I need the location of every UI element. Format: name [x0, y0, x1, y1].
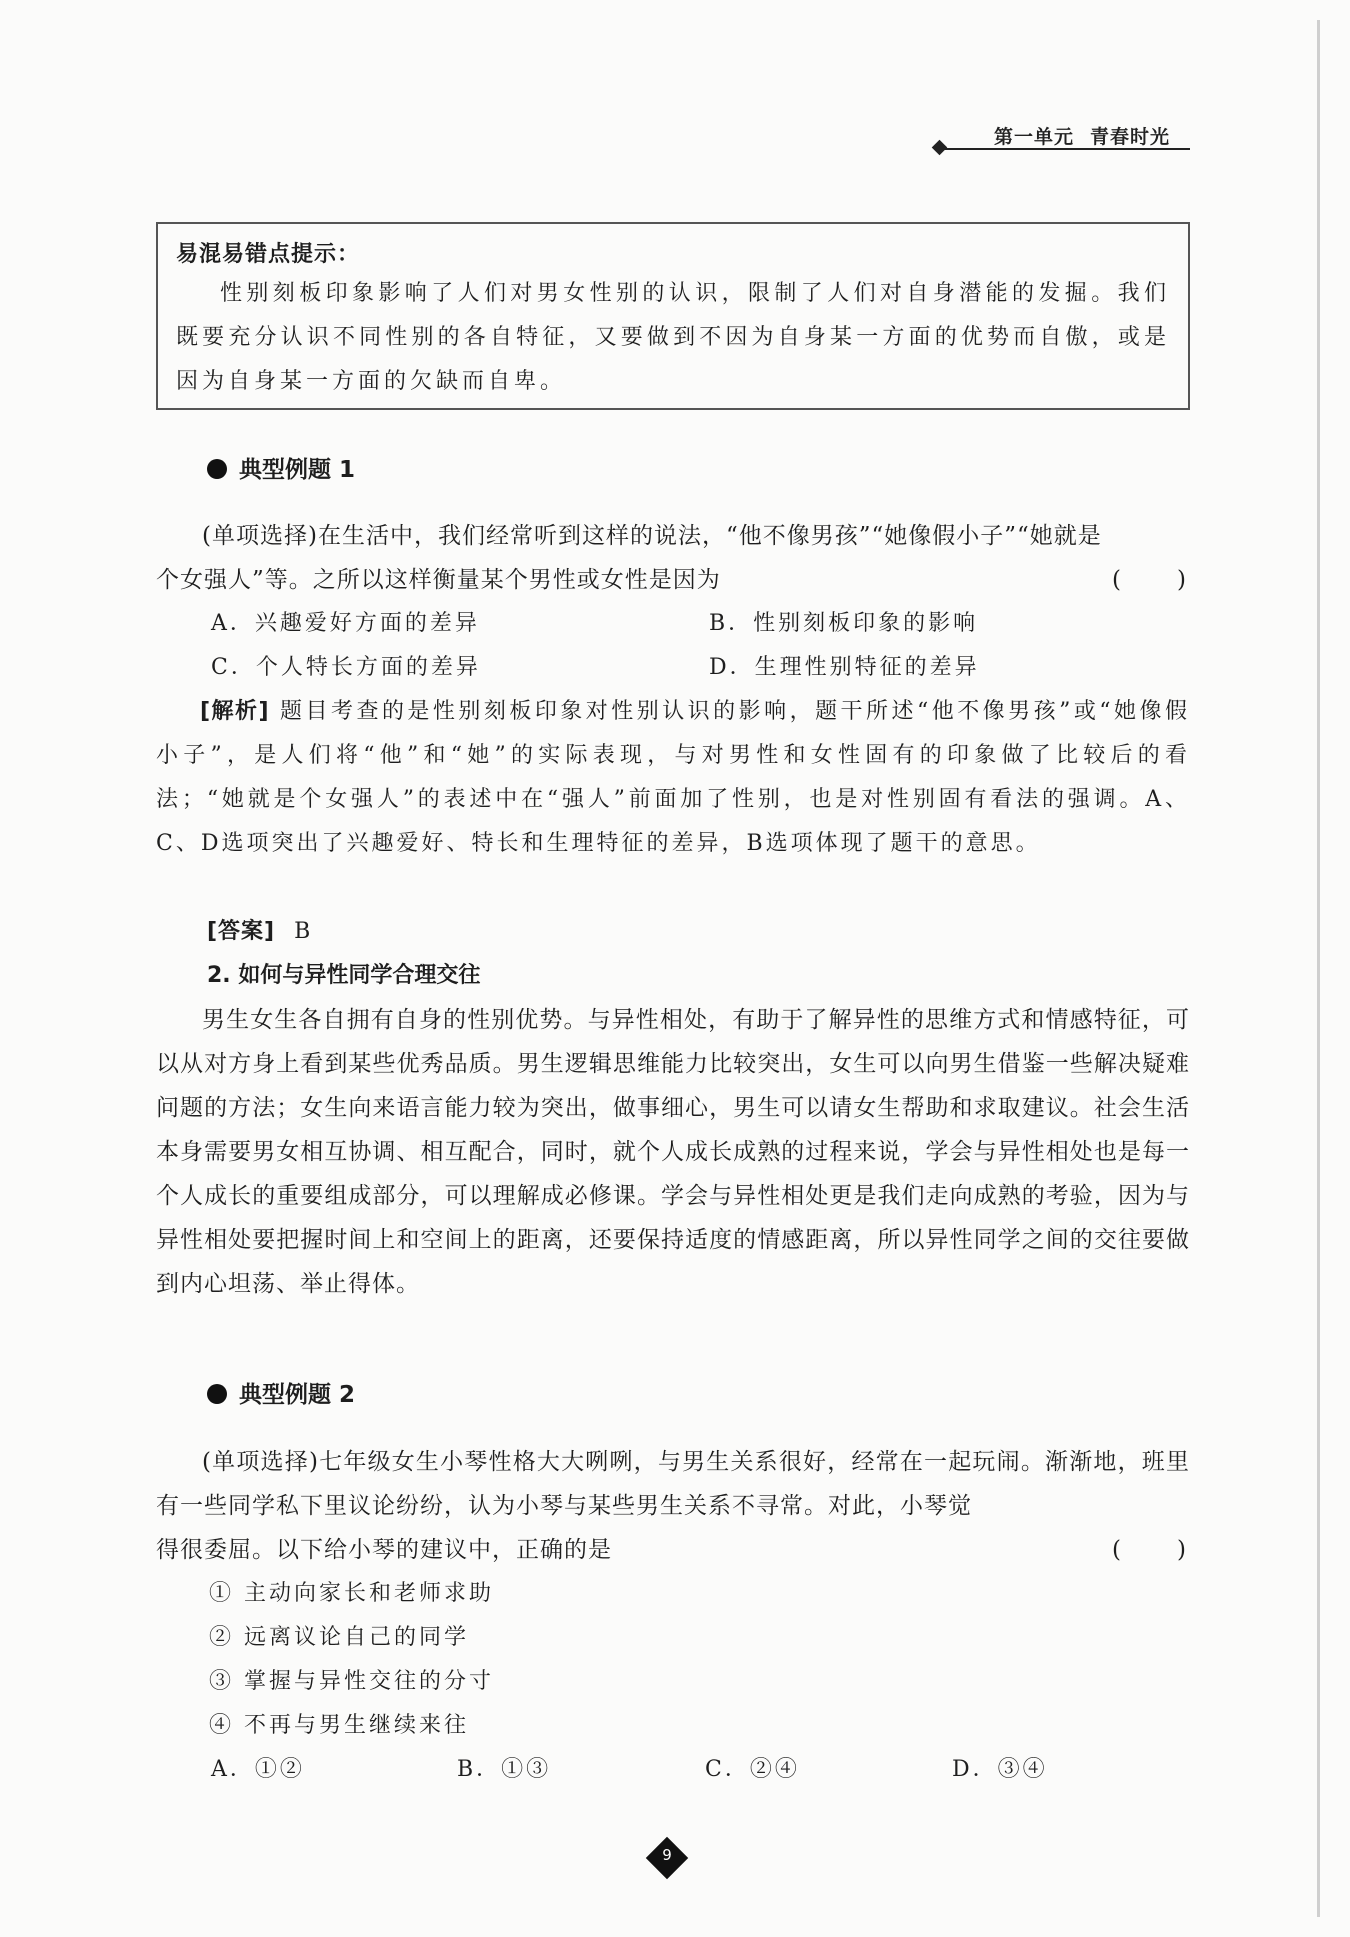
example1-question [156, 514, 1190, 602]
header-title: 青春时光 [1090, 126, 1171, 148]
page-number-badge [645, 1836, 689, 1880]
option-c: C．个人特长方面的差异 [211, 655, 481, 680]
option-a: A．①② [211, 1757, 305, 1782]
example1-answer [207, 910, 310, 954]
example1-question-tail: 个女强人”等。之所以这样衡量某个男性或女性是因为 [156, 567, 721, 593]
example1-heading [207, 455, 355, 485]
tip-box-title: 易混易错点提示： [176, 242, 361, 267]
example1-options [211, 602, 1011, 690]
option-b: B．①③ [457, 1757, 552, 1782]
bullet-icon [207, 1384, 227, 1404]
section2-paragraph: 男生女生各自拥有自身的性别优势。与异性相处，有助于了解异性的思维方式和情感特征，可以从对方身上看到某些优秀品质。男生逻辑思维能力比较突出，女生可以向男生借鉴一些解决疑难问题的方法；女生向来语言能力较为突出，做事细心，男生可以请女生帮助和求取建议。社会生活本身需要男女相互协调、相互配合，同时，就个人成长成熟的过程来说，学会与异性相处也是每一个人成长的重要组成部分，可以理解成必修课。学会与异性相处更是我们走向成熟的考验，因为与异性相处要把握时间上和空间上的距离，还要保持适度的情感距离，所以异性同学之间的交往要做到内心坦荡、举止得体。 [156, 1007, 1190, 1297]
header-diamond-icon [932, 140, 948, 156]
statement-3: ③ 掌握与异性交往的分寸 [209, 1669, 494, 1694]
running-header [994, 122, 1170, 149]
example2-question [156, 1440, 1190, 1572]
page-number: 9 [662, 1846, 672, 1864]
option-b: B．性别刻板印象的影响 [709, 611, 979, 636]
bullet-icon [207, 459, 227, 479]
option-a: A．兴趣爱好方面的差异 [211, 611, 480, 636]
example2-options [211, 1748, 1111, 1792]
example2-heading-text: 典型例题 2 [239, 1382, 356, 1408]
example1-analysis [156, 690, 1190, 866]
example2-heading [207, 1380, 355, 1410]
header-rule [940, 148, 1190, 150]
header-unit: 第一单元 [994, 126, 1075, 148]
option-d: D．③④ [952, 1757, 1048, 1782]
example1-heading-text: 典型例题 1 [239, 457, 356, 483]
page-edge [1317, 20, 1320, 1917]
example2-statements [209, 1572, 494, 1748]
statement-1: ① 主动向家长和老师求助 [209, 1581, 494, 1606]
option-d: D．生理性别特征的差异 [709, 655, 980, 680]
answer-value: B [294, 919, 311, 944]
analysis-tag: [解析] [200, 699, 270, 724]
example1-question-lead: (单项选择)在生活中，我们经常听到这样的说法，“他不像男孩”“她像假小子”“她就是 [202, 523, 1102, 549]
example2-question-lead: (单项选择)七年级女生小琴性格大大咧咧，与男生关系很好，经常在一起玩闹。渐渐地，班里有一些同学私下里议论纷纷，认为小琴与某些男生关系不寻常。对此，小琴觉 [156, 1449, 1190, 1519]
section2-title: 2. 如何与异性同学合理交往 [207, 963, 481, 988]
tip-box-text: 性别刻板印象影响了人们对男女性别的认识，限制了人们对自身潜能的发掘。我们既要充分认识不同性别的各自特征，又要做到不因为自身某一方面的优势而自傲，或是因为自身某一方面的欠缺而自卑。 [176, 281, 1170, 394]
tip-box [156, 222, 1190, 410]
statement-4: ④ 不再与男生继续来往 [209, 1713, 469, 1738]
answer-tag: [答案] [207, 919, 276, 944]
option-c: C．②④ [705, 1757, 800, 1782]
statement-2: ② 远离议论自己的同学 [209, 1625, 469, 1650]
answer-blank: ( ) [1112, 567, 1186, 593]
example2-question-tail: 得很委屈。以下给小琴的建议中，正确的是 [156, 1537, 612, 1563]
section2-paragraph-block [156, 998, 1190, 1306]
answer-blank: ( ) [1112, 1537, 1186, 1563]
analysis-text: 题目考查的是性别刻板印象对性别认识的影响，题干所述“他不像男孩”或“她像假小子”，是人们将“他”和“她”的实际表现，与对男性和女性固有的印象做了比较后的看法；“她就是个女强人”的表述中在“强人”前面加了性别，也是对性别固有看法的强调。A、C、D选项突出了兴趣爱好、特长和生理特征的差异，B选项体现了题干的意思。 [156, 699, 1190, 856]
